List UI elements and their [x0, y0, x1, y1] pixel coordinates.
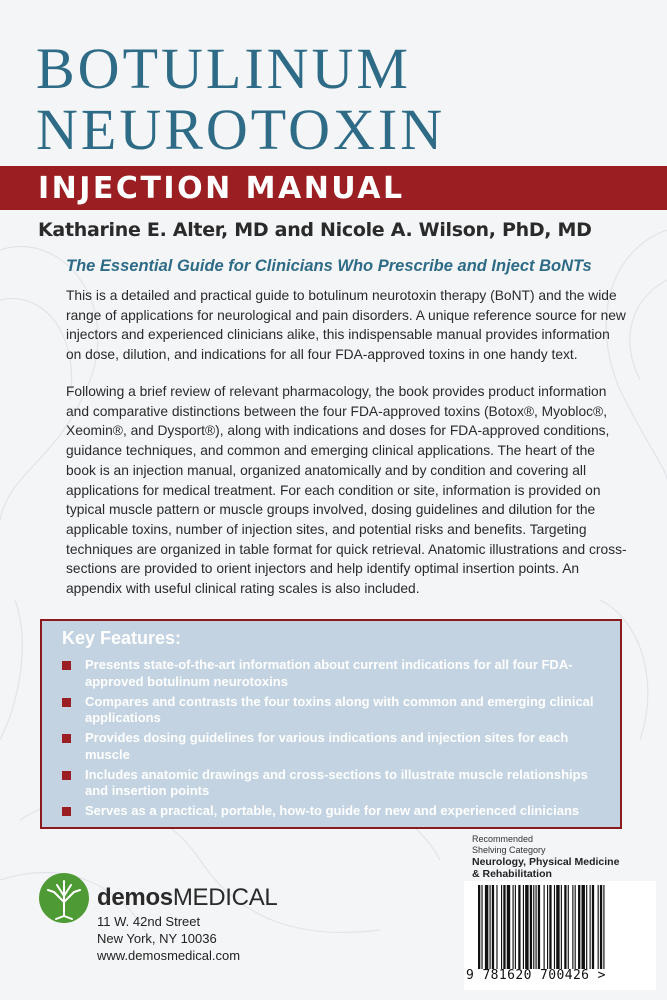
feature-text: Compares and contrasts the four toxins along with common and emerging clinical applications [85, 693, 594, 725]
banner-text: INJECTION MANUAL [38, 171, 405, 206]
barcode-bar [481, 885, 482, 969]
shelving-label-1: Recommended [472, 834, 534, 844]
tagline: The Essential Guide for Clinicians Who Prescribe and Inject BoNTs [66, 257, 592, 275]
authors: Katharine E. Alter, MD and Nicole A. Wilson, PhD, MD [38, 219, 592, 241]
publisher-name-bold: demos [97, 884, 173, 911]
barcode-bar [544, 885, 545, 969]
title-line-2: NEUROTOXIN [36, 97, 446, 162]
feature-item [62, 694, 620, 727]
barcode-bar [485, 885, 488, 969]
barcode-bars [478, 885, 648, 969]
barcode-bar [518, 885, 520, 969]
barcode-bar [507, 885, 510, 969]
barcode-bar [603, 885, 604, 969]
barcode-bar [547, 885, 548, 969]
square-bullet-icon [62, 771, 71, 780]
barcode-bar [530, 885, 532, 969]
barcode-bar [490, 885, 491, 969]
barcode-bar [533, 885, 534, 969]
publisher-name-rest: MEDICAL [172, 884, 278, 911]
description-paragraph-1: This is a detailed and practical guide to botulinum neurotoxin therapy (BoNT) and the wide range of applications for neurological and pain disorders. A unique reference source for new injectors and experienced clinicians alike, this indispensable manual provides information on dose, dilution, and indications for all four FDA-approved toxins in one handy text. [66, 288, 626, 363]
barcode-bar [549, 885, 551, 969]
feature-text: Includes anatomic drawings and cross-sections to illustrate muscle relationships and insertion points [85, 766, 588, 798]
feature-text: Provides dosing guidelines for various indications and injection sites for each muscle [85, 730, 569, 762]
feature-text: Serves as a practical, portable, how-to guide for new and experienced clinicians [85, 803, 580, 818]
barcode-bar [536, 885, 537, 969]
key-features-box [40, 619, 622, 829]
feature-item [62, 730, 620, 763]
barcode-bar [598, 885, 599, 969]
key-features-title: Key Features: [62, 628, 182, 648]
barcode-bar [515, 885, 516, 969]
square-bullet-icon [62, 698, 71, 707]
title-banner [0, 166, 667, 210]
shelving-category-2: & Rehabilitation [472, 868, 552, 880]
barcode-bar [590, 885, 591, 969]
feature-item [62, 657, 620, 690]
square-bullet-icon [62, 807, 71, 816]
barcode-bar [538, 885, 540, 969]
publisher-name [97, 884, 277, 912]
isbn-digits: 9 781620 700426 > [466, 968, 606, 983]
isbn-barcode [464, 881, 656, 990]
demos-tree-logo-icon [38, 872, 90, 924]
address-line-1: 11 W. 42nd Street [97, 914, 201, 929]
barcode-bar [586, 885, 587, 969]
square-bullet-icon [62, 734, 71, 743]
publisher-address [97, 913, 240, 964]
shelving-category [472, 834, 619, 880]
barcode-bar [592, 885, 594, 969]
publisher-website[interactable]: www.demosmedical.com [97, 948, 241, 963]
shelving-label-2: Shelving Category [472, 845, 546, 855]
feature-item [62, 803, 620, 820]
barcode-bar [503, 885, 505, 969]
barcode-bar [513, 885, 514, 969]
barcode-bar [556, 885, 559, 969]
barcode-bar [600, 885, 602, 969]
square-bullet-icon [62, 661, 71, 670]
barcode-bar [575, 885, 576, 969]
shelving-category-1: Neurology, Physical Medicine [472, 856, 620, 868]
barcode-bar [564, 885, 566, 969]
address-line-2: New York, NY 10036 [97, 931, 217, 946]
feature-text: Presents state-of-the-art information about current indications for all four FDA-approved botulinum neurotoxins [85, 657, 573, 689]
barcode-bar [523, 885, 524, 969]
barcode-bar [561, 885, 562, 969]
barcode-bar [478, 885, 480, 969]
barcode-bar [496, 885, 497, 969]
feature-item [62, 767, 620, 800]
barcode-bar [492, 885, 494, 969]
barcode-bar [568, 885, 569, 969]
barcode-bar [582, 885, 585, 969]
description-paragraph-2: Following a brief review of relevant pharmacology, the book provides product information and comparative distinctions between the four FDA-approved toxins (Botox®, Myobloc®, Xeomin®, and Dysport®), along with indications and doses for FDA-approved conditions, guidance techniques, and common and emerging clinical applications. The heart of the book is an injection manual, organized anatomically and by condition and covering all applications for medical treatment. For each condition or site, information is provided on typical muscle pattern or muscle groups involved, dosing guidelines and dilution for the applicable toxins, number of injection sites, and potential risks and benefits. Targeting techniques are organized in table format for quick retrieval. Anatomic illustrations and cross-sections are provided to orient injectors and help identify optimal insertion points. An appendix with useful clinical rating scales is also included. [66, 384, 627, 597]
barcode-bar [554, 885, 555, 969]
barcode-bar [501, 885, 502, 969]
title-line-1: BOTULINUM [36, 36, 411, 101]
barcode-bar [578, 885, 580, 969]
barcode-bar [525, 885, 528, 969]
barcode-bar [572, 885, 573, 969]
